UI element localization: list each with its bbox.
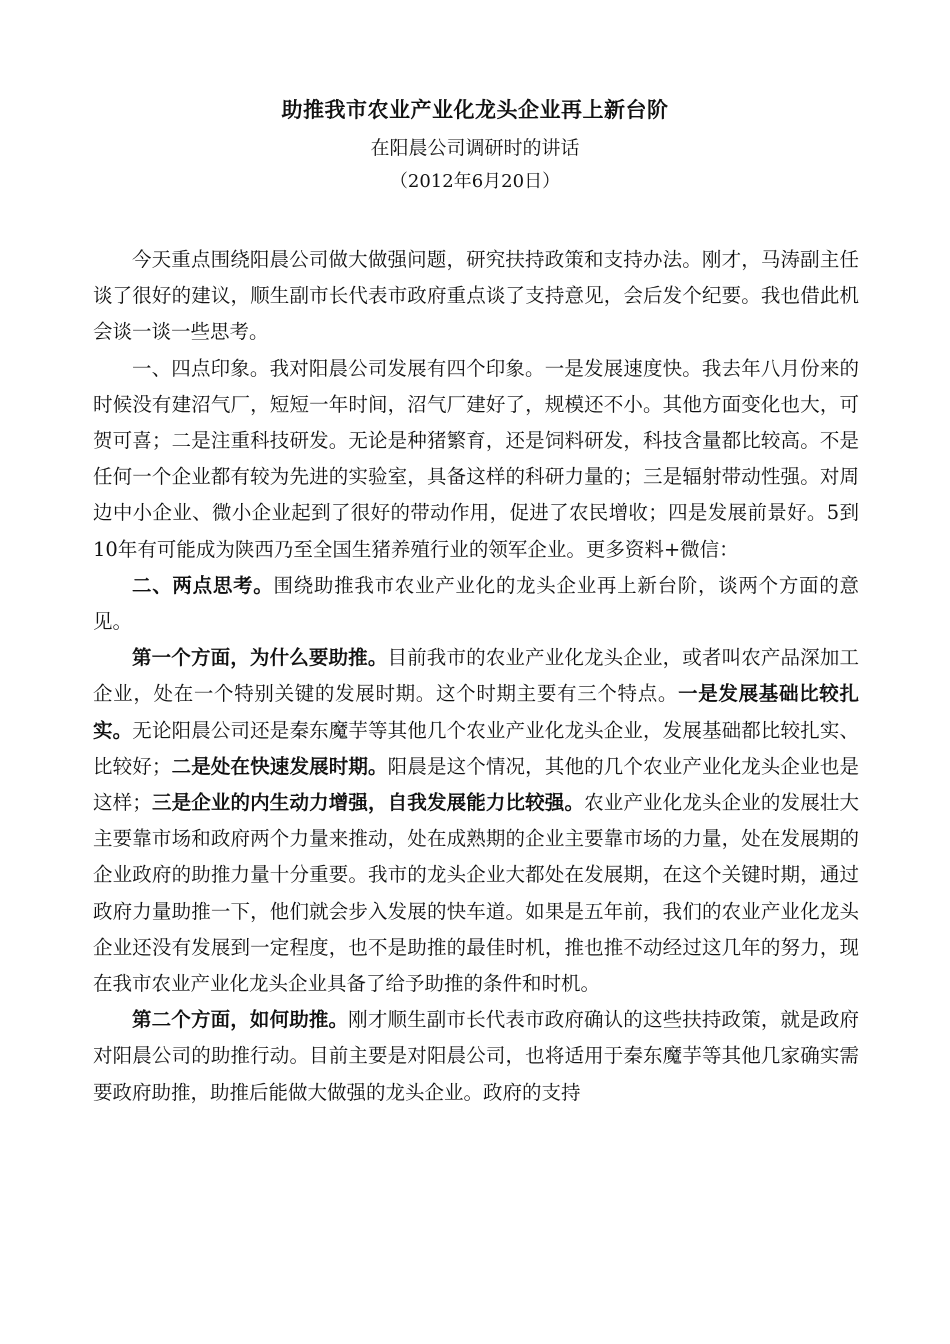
paragraph-5 [93,1002,859,1111]
paragraph-text: 阳晨是这个情况，其他的几个农业产业化龙头企业也是这样； [93,754,859,815]
paragraph-text: 农业产业化龙头企业的发展壮大主要靠市场和政府两个力量来推动，处在成熟期的企业主要靠市场的力量，处在发展期的企业政府的助推力量十分重要。我市的龙头企业大都处在发展期，在这个关键时期，通过政府力量助推一下，他们就会步入发展的快车道。如果是五年前，我们的农业产业化龙头企业还没有发展到一定程度，也不是助推的最佳时机，推也推不动经过这几年的努力，现在我市农业产业化龙头企业具备了给予助推的条件和时机。 [93,791,859,996]
paragraph-4 [93,640,859,1002]
paragraph-text: 围绕助推我市农业产业化的龙头企业再上新台阶，谈两个方面的意见。 [93,573,859,634]
bold-point: 一是发展基础比较扎实。 [93,682,859,742]
paragraph-text: 刚才顺生副市长代表市政府确认的这些扶持政策，就是政府对阳晨公司的助推行动。目前主要是对阳晨公司，也将适用于秦东魔芋等其他几家确实需要政府助推，助推后能做大做强的龙头企业。政府的支持 [93,1008,859,1104]
document-title: 助推我市农业产业化龙头企业再上新台阶 [281,97,669,122]
paragraph-text: 一、四点印象。我对阳晨公司发展有四个印象。一是发展速度快。我去年八月份来的时候没有建沼气厂，短短一年时间，沼气厂建好了，规模还不小。其他方面变化也大，可贺可喜；二是注重科技研发。无论是种猪繁育，还是饲料研发，科技含量都比较高。不是任何一个企业都有较为先进的实验室，具备这样的科研力量的；三是辐射带动性强。对周边中小企业、微小企业起到了很好的带动作用，促进了农民增收；四是发展前景好。5到10年有可能成为陕西乃至全国生猪养殖行业的领军企业。更多资料+微信： [93,356,859,561]
document-date: （2012年6月20日） [389,171,561,192]
paragraph-text: 今天重点围绕阳晨公司做大做强问题，研究扶持政策和支持办法。刚才，马涛副主任谈了很好的建议，顺生副市长代表市政府重点谈了支持意见，会后发个纪要。我也借此机会谈一谈一些思考。 [93,248,859,344]
section-heading: 第二个方面，如何助推。 [132,1008,349,1032]
document-header [0,95,950,199]
document-subtitle: 在阳晨公司调研时的讲话 [370,137,580,159]
paragraph-text: 目前我市的农业产业化龙头企业，或者叫农产品深加工企业，处在一个特别关键的发展时期。这个时期主要有三个特点。 [93,646,859,706]
paragraph-2 [93,351,859,568]
document-body [93,242,859,1111]
bold-point: 二是处在快速发展时期。 [171,754,388,778]
paragraph-text: 无论阳晨公司还是秦东魔芋等其他几个农业产业化龙头企业，发展基础都比较扎实、比较好； [93,718,859,778]
paragraph-3 [93,568,859,640]
bold-point: 三是企业的内生动力增强，自我发展能力比较强。 [151,791,585,815]
section-heading: 第一个方面，为什么要助推。 [132,646,388,670]
paragraph-1 [93,242,859,351]
section-heading: 二、两点思考。 [132,573,274,597]
